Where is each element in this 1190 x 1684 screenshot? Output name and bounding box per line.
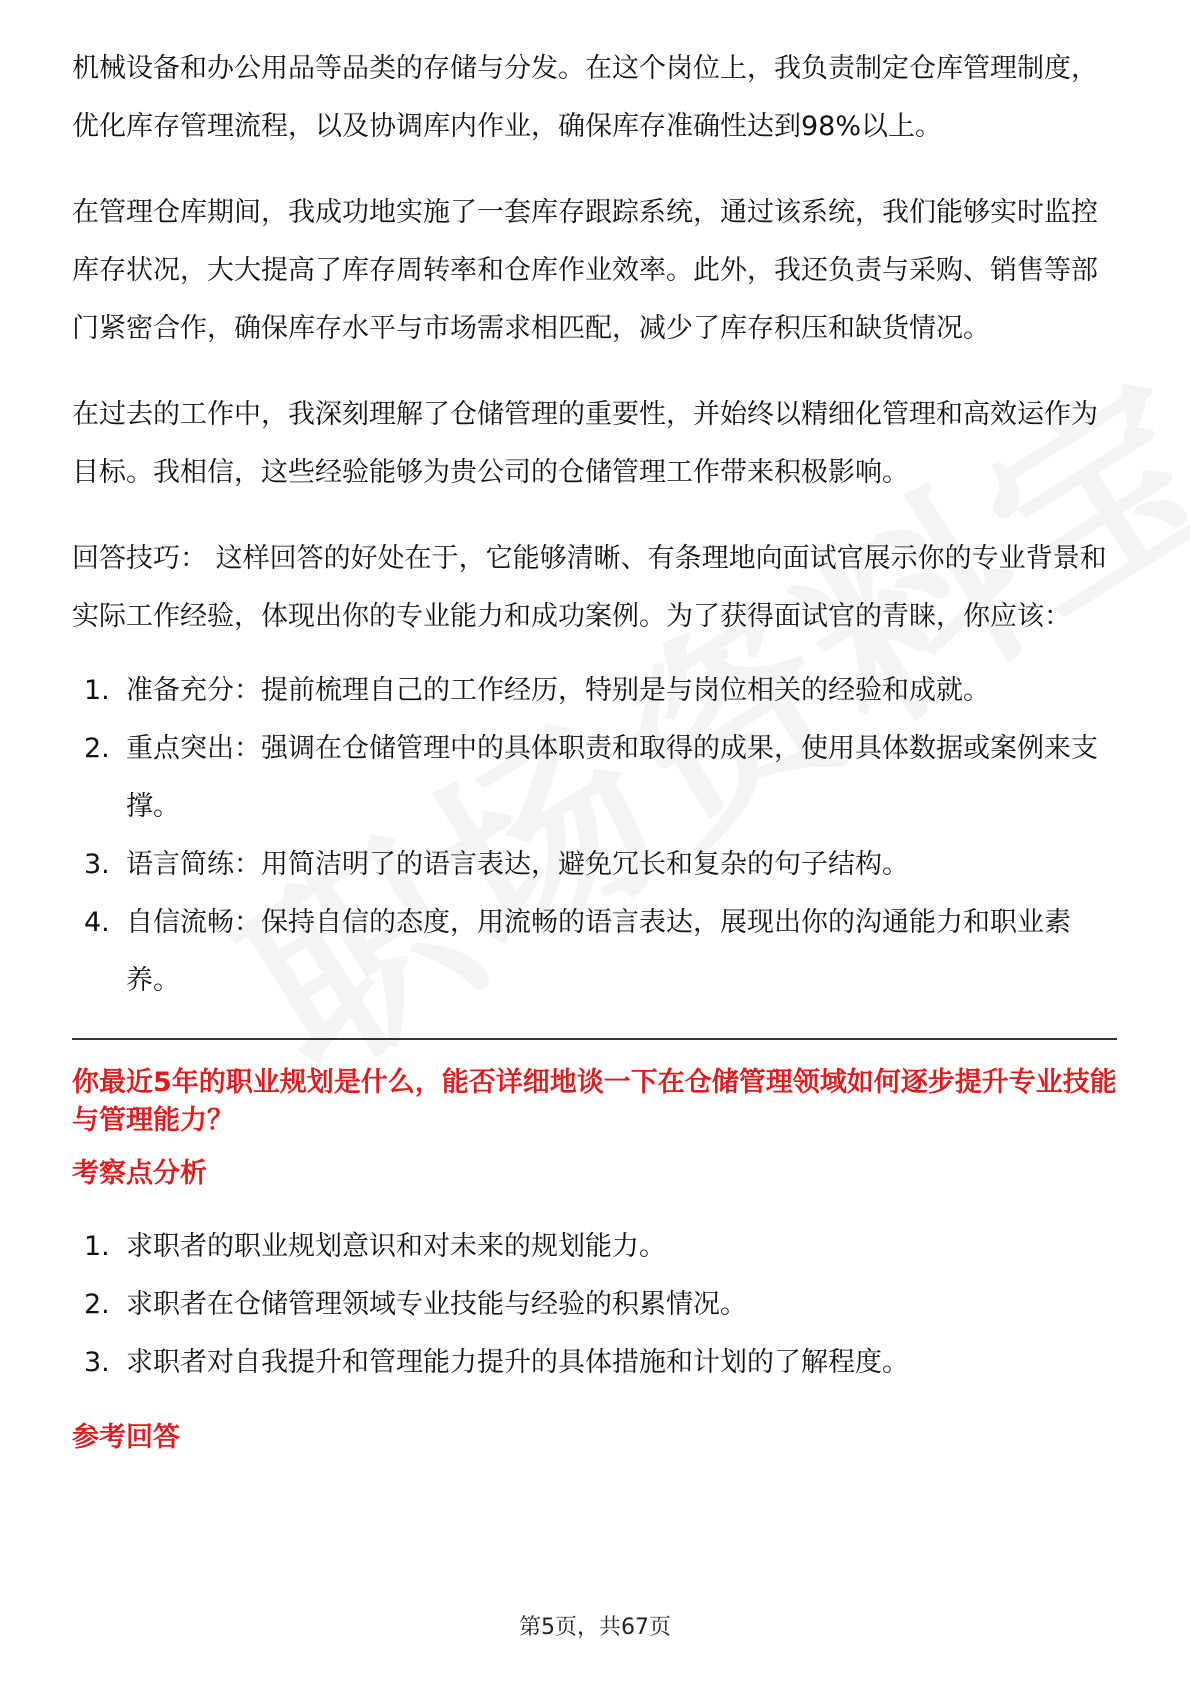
list-item-text: 求职者在仓储管理领域专业技能与经验的积累情况。 [126, 1289, 747, 1320]
page-content [72, 40, 1117, 1458]
tips-list [72, 662, 1117, 1010]
intro-paragraph-3: 在过去的工作中，我深刻理解了仓储管理的重要性，并始终以精细化管理和高效运作为目标。我相信，这些经验能够为贵公司的仓储管理工作带来积极影响。 [72, 399, 1098, 488]
list-item-text: 语言简练：用简洁明了的语言表达，避免冗长和复杂的句子结构。 [126, 849, 909, 880]
list-item-number: 1. [84, 1231, 110, 1262]
page-footer: 第5页，共67页 [519, 1615, 671, 1640]
list-item [72, 894, 1117, 1010]
analysis-list [72, 1218, 1117, 1392]
list-item [72, 1334, 1117, 1392]
list-item-text: 求职者对自我提升和管理能力提升的具体措施和计划的了解程度。 [126, 1347, 909, 1378]
list-item-text: 求职者的职业规划意识和对未来的规划能力。 [126, 1231, 666, 1262]
list-item [72, 662, 1117, 720]
list-item-number: 1. [84, 675, 110, 706]
list-item-text: 重点突出：强调在仓储管理中的具体职责和取得的成果，使用具体数据或案例来支撑。 [126, 733, 1098, 822]
list-item-number: 2. [84, 1289, 110, 1320]
interview-question: 你最近5年的职业规划是什么，能否详细地谈一下在仓储管理领域如何逐步提升专业技能与管理能力？ [72, 1067, 1117, 1136]
list-item-text: 准备充分：提前梳理自己的工作经历，特别是与岗位相关的经验和成就。 [126, 675, 990, 706]
tips-intro: 回答技巧： 这样回答的好处在于，它能够清晰、有条理地向面试官展示你的专业背景和实际工作经验，体现出你的专业能力和成功案例。为了获得面试官的青睐，你应该： [72, 543, 1107, 632]
analysis-heading: 考察点分析 [72, 1158, 207, 1189]
list-item [72, 1218, 1117, 1276]
intro-paragraph-1: 机械设备和办公用品等品类的存储与分发。在这个岗位上，我负责制定仓库管理制度，优化库存管理流程，以及协调库内作业，确保库存准确性达到98%以上。 [72, 53, 1098, 142]
list-item [72, 1276, 1117, 1334]
list-item-number: 2. [84, 733, 110, 764]
list-item-number: 4. [84, 907, 110, 938]
list-item-text: 自信流畅：保持自信的态度，用流畅的语言表达，展现出你的沟通能力和职业素养。 [126, 907, 1071, 996]
intro-paragraph-2: 在管理仓库期间，我成功地实施了一套库存跟踪系统，通过该系统，我们能够实时监控库存状况，大大提高了库存周转率和仓库作业效率。此外，我还负责与采购、销售等部门紧密合作，确保库存水平与市场需求相匹配，减少了库存积压和缺货情况。 [72, 197, 1098, 344]
list-item-number: 3. [84, 1347, 110, 1378]
section-divider [72, 1038, 1117, 1040]
answer-heading: 参考回答 [72, 1422, 180, 1453]
list-item [72, 836, 1117, 894]
list-item [72, 720, 1117, 836]
list-item-number: 3. [84, 849, 110, 880]
